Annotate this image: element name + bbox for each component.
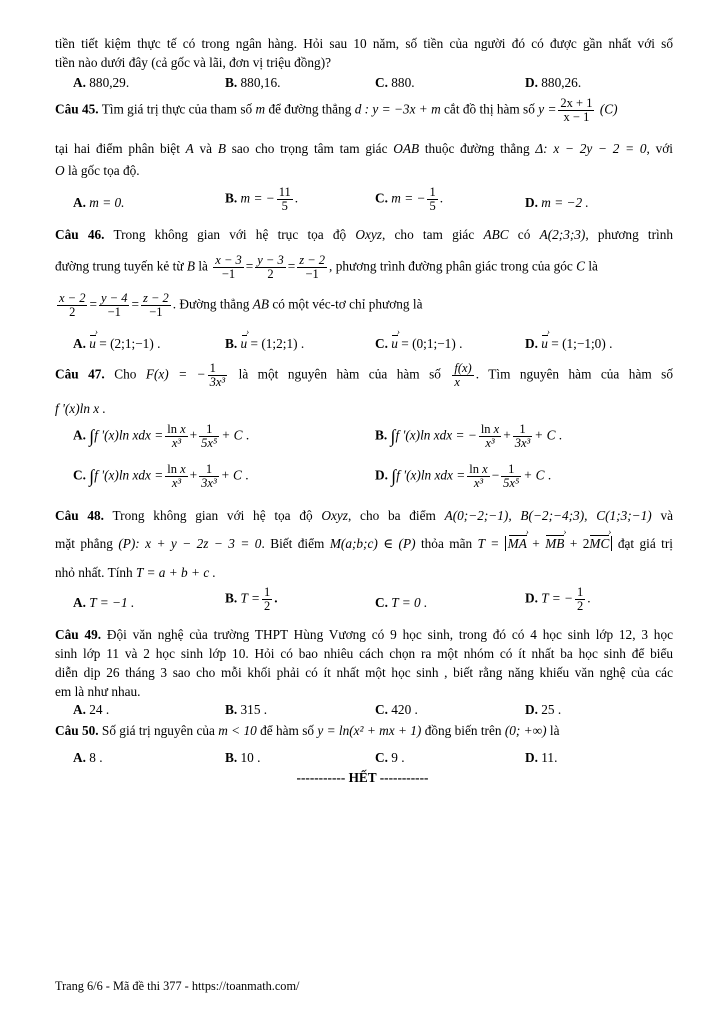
q50-option-d: D. 11. (525, 750, 558, 765)
q50-label: Câu 50. (55, 723, 99, 738)
end-mark: ----------- HẾT ----------- (296, 770, 429, 785)
q45-label: Câu 45. (55, 101, 99, 117)
q45-line-1: Câu 45. Tìm giá trị thực của tham số m để đường thẳng d : y = −3x + m cắt đồ thị hàm số y = $\frac{2x + 1}{x - 1}$ (C) (55, 96, 618, 125)
q45-function-fraction: $\frac{2x + 1}{x - 1}$ (560, 96, 593, 125)
page-footer: Trang 6/6 - Mã đề thi 377 - https://toanmath.com/ (55, 979, 300, 993)
q47-option-d: D. ∫f '(x)ln xdx = $\frac{\text{ln x}}{\text{x³}}$ − $\frac{1}{\text{5x⁵}}$ + C . (375, 462, 552, 491)
q50-line-1: Câu 50. Số giá trị nguyên của m < 10 để hàm số y = ln(x² + mx + 1) đồng biến trên (0; +∞) là (55, 723, 560, 738)
q49-option-b: B. 315 . (225, 702, 268, 717)
q46-line-1: Câu 46. Trong không gian với hệ trục tọa độ Oxyz, cho tam giác ABC có A(2;3;3), phương trình (55, 227, 674, 242)
q46-line-3: $\frac{x - 2}{2}$ = $\frac{y - 4}{-1}$ = $\frac{z - 2}{-1}$ . Đường thẳng AB có một véc-tơ chỉ phương là (59, 291, 423, 320)
q50-option-c: C. 9 . (375, 750, 405, 765)
intro-option-d: D. 880,26. (525, 75, 582, 90)
q47-label: Câu 47. (55, 366, 105, 382)
q49-line-2: sinh lớp 11 và 2 học sinh lớp 10. Hỏi có bao nhiêu cách chọn ra một nhóm có ít nhất ba học sinh để biểu (55, 646, 673, 661)
q50-option-a: A. 8 . (73, 750, 103, 765)
q47-option-a: A. ∫f '(x)ln xdx = $\frac{\text{ln x}}{\text{x³}}$ + $\frac{1}{\text{5x⁵}}$ + C . (73, 422, 250, 451)
q48-line-1: Câu 48. Trong không gian với hệ tọa độ Oxyz, cho ba điểm A(0;−2;−1), B(−2;−4;3), C(1;3;−1) và (55, 508, 674, 523)
q50-option-b: B. 10 . (225, 750, 261, 765)
q49-option-a: A. 24 . (73, 702, 110, 717)
q47-option-b: B. ∫f '(x)ln xdx = − $\frac{\text{ln x}}{\text{x³}}$ + $\frac{1}{\text{3x³}}$ + C . (375, 422, 563, 451)
q45-option-c: C. m = − $\frac{1}{5}$ . (375, 185, 444, 214)
q48-option-d: D. T = − $\frac{1}{2}$ . (525, 585, 591, 614)
q49-label: Câu 49. (55, 627, 102, 642)
q46-option-c: C. › u = (0;1;−1) . (375, 336, 462, 352)
q47-option-c: C. ∫f '(x)ln xdx = $\frac{\text{ln x}}{\text{x³}}$ + $\frac{1}{\text{3x³}}$ + C . (73, 462, 249, 491)
q47-line-1: Câu 47. Cho F(x) = − $\frac{1}{\text{3x³}}$ là một nguyên hàm của hàm số $\frac{f(x)}{x}$ . Tìm nguyên hàm của hàm số (55, 361, 673, 390)
q46-option-b: B. › u = (1;2;1) . (225, 336, 304, 352)
q45-option-b: B. m = − $\frac{11}{5}$ . (225, 185, 299, 214)
intro-option-a: A. 880,29. (73, 75, 130, 90)
q48-option-b: B. T = $\frac{1}{2}$ . (225, 585, 278, 614)
q49-option-c: C. 420 . (375, 702, 418, 717)
q48-label: Câu 48. (55, 508, 105, 523)
intro-option-c: C. 880. (375, 75, 415, 90)
q48-line-2: mặt phẳng (P): x + y − 2z − 3 = 0. Biết điểm M(a;b;c) ∈ (P) thỏa mãn T = › MA + › MB + 2› MC đạt giá trị (55, 536, 673, 552)
intro-option-b: B. 880,16. (225, 75, 281, 90)
q46-option-d: D. › u = (1;−1;0) . (525, 336, 612, 352)
q46-line-2: đường trung tuyến kẻ từ B là $\frac{x - 3}{-1}$ = $\frac{y - 3}{2}$ = $\frac{z - 2}{-1}$ , phương trình đường phân giác trong của góc C là (55, 253, 598, 282)
q46-label: Câu 46. (55, 227, 105, 242)
q49-line-3: diễn dịp 26 tháng 3 sao cho mỗi khối phải có ít nhất một học sinh , biết rằng năng khiếu văn nghệ của các (55, 665, 673, 680)
q48-option-c: C. T = 0 . (375, 595, 428, 610)
q49-line-1: Câu 49. Đội văn nghệ của trường THPT Hùng Vương có 9 học sinh, trong đó có 4 học sinh lớp 12, 3 học (55, 627, 674, 642)
q49-option-d: D. 25 . (525, 702, 562, 717)
intro-line-1: tiền tiết kiệm thực tế có trong ngân hàng. Hỏi sau 10 năm, số tiền của người đó có được gần nhất với số (55, 36, 673, 51)
q45-line-2: tại hai điểm phân biệt A và B sao cho trọng tâm tam giác OAB thuộc đường thẳng Δ: x − 2y − 2 = 0, với (55, 141, 673, 156)
q45-option-d: D. m = −2 . (525, 195, 589, 210)
q49-line-4: em là như nhau. (55, 684, 141, 699)
q48-line-3: nhỏ nhất. Tính T = a + b + c . (55, 565, 216, 580)
q48-option-a: A. T = −1 . (73, 595, 135, 610)
q46-option-a: A. › u = (2;1;−1) . (73, 336, 160, 352)
q47-line-2: f '(x)ln x . (55, 401, 106, 416)
q45-line-3: O là gốc tọa độ. (55, 163, 140, 178)
intro-line-2: tiền nào dưới đây (cả gốc và lãi, đơn vị triệu đồng)? (55, 55, 332, 70)
q45-option-a: A. m = 0. (73, 195, 125, 210)
